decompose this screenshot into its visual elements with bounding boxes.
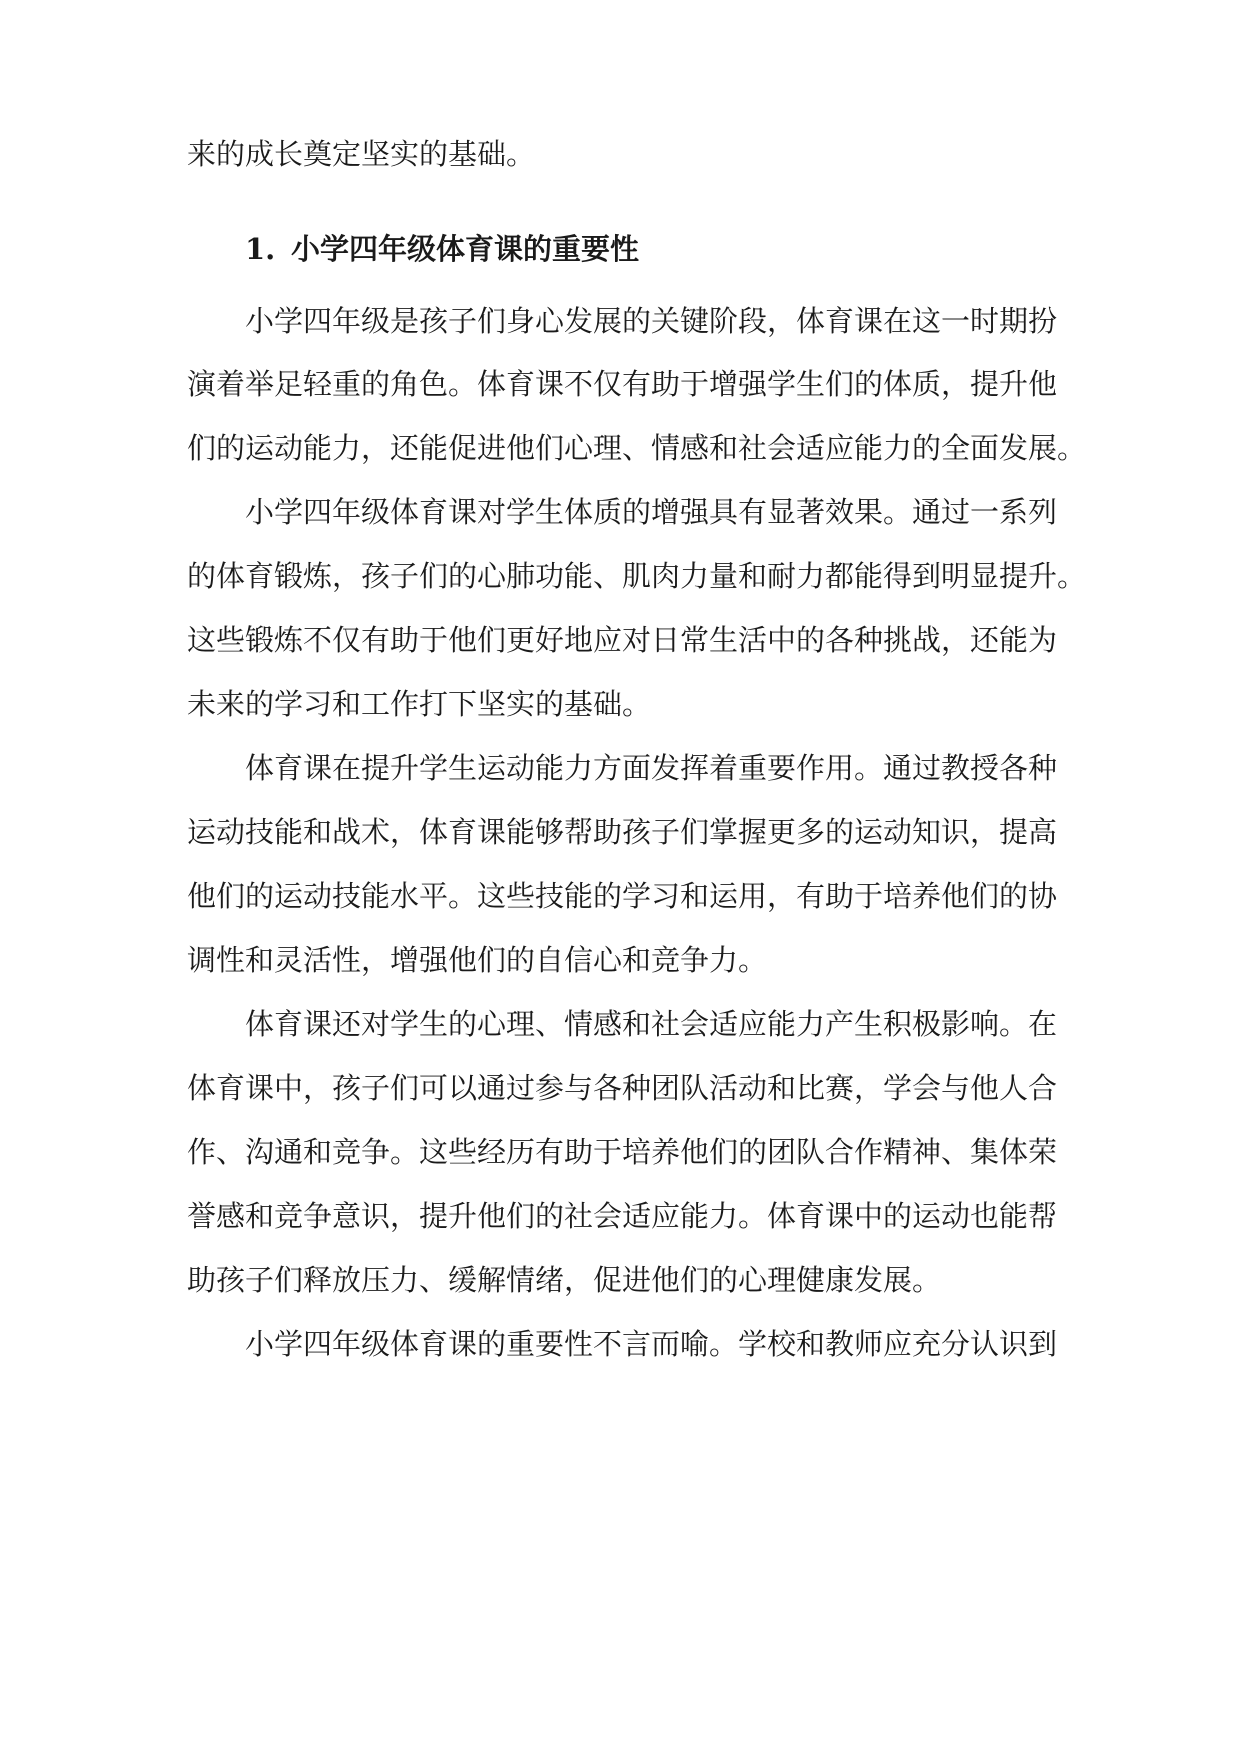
section-number: 1.	[245, 232, 276, 266]
paragraph-line: 他们的运动技能水平。这些技能的学习和运用，有助于培养他们的协	[187, 879, 1058, 913]
paragraph-line: 小学四年级体育课对学生体质的增强具有显著效果。通过一系列	[245, 495, 1058, 529]
paragraph-line: 体育课中，孩子们可以通过参与各种团队活动和比赛，学会与他人合	[187, 1071, 1058, 1105]
section-title: 小学四年级体育课的重要性	[291, 232, 640, 266]
paragraph-line: 演着举足轻重的角色。体育课不仅有助于增强学生们的体质，提升他	[187, 367, 1058, 401]
paragraph-line: 们的运动能力，还能促进他们心理、情感和社会适应能力的全面发展。	[187, 431, 1087, 465]
paragraph-line: 小学四年级是孩子们身心发展的关键阶段，体育课在这一时期扮	[245, 304, 1058, 338]
paragraph-line: 运动技能和战术，体育课能够帮助孩子们掌握更多的运动知识，提高	[187, 815, 1058, 849]
continuation-line: 来的成长奠定坚实的基础。	[187, 137, 536, 171]
paragraph-line: 作、沟通和竞争。这些经历有助于培养他们的团队合作精神、集体荣	[187, 1135, 1058, 1169]
paragraph-line: 调性和灵活性，增强他们的自信心和竞争力。	[187, 943, 768, 977]
paragraph-line: 的体育锻炼，孩子们的心肺功能、肌肉力量和耐力都能得到明显提升。	[187, 559, 1087, 593]
paragraph-line: 这些锻炼不仅有助于他们更好地应对日常生活中的各种挑战，还能为	[187, 623, 1058, 657]
paragraph-line: 小学四年级体育课的重要性不言而喻。学校和教师应充分认识到	[245, 1327, 1058, 1361]
paragraph-line: 誉感和竞争意识，提升他们的社会适应能力。体育课中的运动也能帮	[187, 1199, 1058, 1233]
paragraph-line: 体育课还对学生的心理、情感和社会适应能力产生积极影响。在	[245, 1007, 1058, 1041]
paragraph-line: 助孩子们释放压力、缓解情绪，促进他们的心理健康发展。	[187, 1263, 942, 1297]
paragraph-line: 体育课在提升学生运动能力方面发挥着重要作用。通过教授各种	[245, 751, 1058, 785]
section-heading	[245, 229, 639, 269]
paragraph-line: 未来的学习和工作打下坚实的基础。	[187, 687, 652, 721]
